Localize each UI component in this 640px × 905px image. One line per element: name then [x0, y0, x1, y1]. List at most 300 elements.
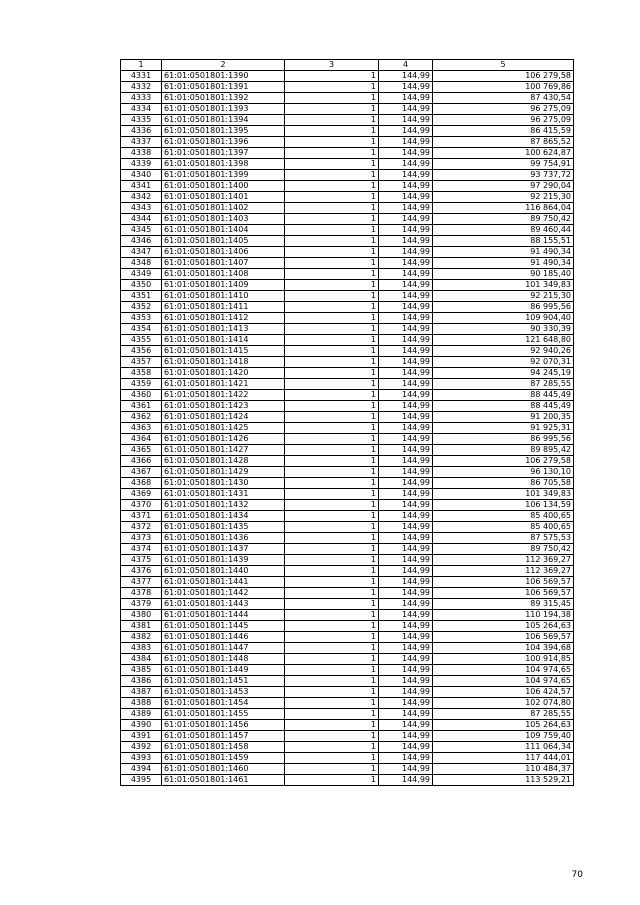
- quantity-cell: 1: [285, 478, 379, 489]
- cadastral-number-cell: 61:01:0501801:1407: [162, 258, 285, 269]
- area-cell: 144,99: [379, 577, 433, 588]
- cadastral-number-cell: 61:01:0501801:1458: [162, 742, 285, 753]
- area-cell: 144,99: [379, 621, 433, 632]
- row-number-cell: 4379: [121, 599, 162, 610]
- row-number-cell: 4333: [121, 93, 162, 104]
- value-cell: 86 415,59: [433, 126, 574, 137]
- area-cell: 144,99: [379, 181, 433, 192]
- cadastral-number-cell: 61:01:0501801:1392: [162, 93, 285, 104]
- quantity-cell: 1: [285, 115, 379, 126]
- row-number-cell: 4370: [121, 500, 162, 511]
- area-cell: 144,99: [379, 148, 433, 159]
- row-number-cell: 4375: [121, 555, 162, 566]
- quantity-cell: 1: [285, 324, 379, 335]
- cadastral-number-cell: 61:01:0501801:1431: [162, 489, 285, 500]
- cadastral-number-cell: 61:01:0501801:1434: [162, 511, 285, 522]
- row-number-cell: 4332: [121, 82, 162, 93]
- cadastral-number-cell: 61:01:0501801:1405: [162, 236, 285, 247]
- cadastral-number-cell: 61:01:0501801:1430: [162, 478, 285, 489]
- quantity-cell: 1: [285, 599, 379, 610]
- area-cell: 144,99: [379, 291, 433, 302]
- value-cell: 91 200,35: [433, 412, 574, 423]
- row-number-cell: 4334: [121, 104, 162, 115]
- area-cell: 144,99: [379, 742, 433, 753]
- row-number-cell: 4395: [121, 775, 162, 786]
- cadastral-number-cell: 61:01:0501801:1414: [162, 335, 285, 346]
- table-row: [121, 401, 574, 412]
- area-cell: 144,99: [379, 390, 433, 401]
- header-cell: 3: [285, 60, 379, 71]
- row-number-cell: 4331: [121, 71, 162, 82]
- table-row: [121, 775, 574, 786]
- value-cell: 110 484,37: [433, 764, 574, 775]
- row-number-cell: 4344: [121, 214, 162, 225]
- value-cell: 89 750,42: [433, 544, 574, 555]
- quantity-cell: 1: [285, 346, 379, 357]
- area-cell: 144,99: [379, 599, 433, 610]
- value-cell: 106 134,59: [433, 500, 574, 511]
- table-row: [121, 181, 574, 192]
- quantity-cell: 1: [285, 82, 379, 93]
- cadastral-number-cell: 61:01:0501801:1393: [162, 104, 285, 115]
- value-cell: 104 394,68: [433, 643, 574, 654]
- table-row: [121, 412, 574, 423]
- row-number-cell: 4383: [121, 643, 162, 654]
- value-cell: 86 705,58: [433, 478, 574, 489]
- value-cell: 100 914,85: [433, 654, 574, 665]
- area-cell: 144,99: [379, 676, 433, 687]
- value-cell: 91 490,34: [433, 247, 574, 258]
- cadastral-number-cell: 61:01:0501801:1446: [162, 632, 285, 643]
- area-cell: 144,99: [379, 555, 433, 566]
- table-row: [121, 115, 574, 126]
- area-cell: 144,99: [379, 698, 433, 709]
- header-cell: 1: [121, 60, 162, 71]
- value-cell: 109 759,40: [433, 731, 574, 742]
- cadastral-number-cell: 61:01:0501801:1391: [162, 82, 285, 93]
- value-cell: 96 275,09: [433, 104, 574, 115]
- quantity-cell: 1: [285, 148, 379, 159]
- value-cell: 88 445,49: [433, 401, 574, 412]
- cadastral-number-cell: 61:01:0501801:1423: [162, 401, 285, 412]
- cadastral-number-cell: 61:01:0501801:1455: [162, 709, 285, 720]
- table-row: [121, 302, 574, 313]
- quantity-cell: 1: [285, 621, 379, 632]
- cadastral-number-cell: 61:01:0501801:1459: [162, 753, 285, 764]
- value-cell: 101 349,83: [433, 489, 574, 500]
- quantity-cell: 1: [285, 302, 379, 313]
- quantity-cell: 1: [285, 533, 379, 544]
- table-row: [121, 632, 574, 643]
- row-number-cell: 4378: [121, 588, 162, 599]
- table-row: [121, 456, 574, 467]
- row-number-cell: 4350: [121, 280, 162, 291]
- value-cell: 110 194,38: [433, 610, 574, 621]
- cadastral-number-cell: 61:01:0501801:1394: [162, 115, 285, 126]
- value-cell: 87 575,53: [433, 533, 574, 544]
- area-cell: 144,99: [379, 610, 433, 621]
- table-row: [121, 687, 574, 698]
- row-number-cell: 4357: [121, 357, 162, 368]
- value-cell: 91 490,34: [433, 258, 574, 269]
- row-number-cell: 4354: [121, 324, 162, 335]
- cadastral-number-cell: 61:01:0501801:1461: [162, 775, 285, 786]
- table-row: [121, 280, 574, 291]
- quantity-cell: 1: [285, 368, 379, 379]
- value-cell: 85 400,65: [433, 511, 574, 522]
- area-cell: 144,99: [379, 687, 433, 698]
- area-cell: 144,99: [379, 247, 433, 258]
- table-row: [121, 742, 574, 753]
- row-number-cell: 4359: [121, 379, 162, 390]
- quantity-cell: 1: [285, 379, 379, 390]
- cadastral-number-cell: 61:01:0501801:1454: [162, 698, 285, 709]
- cadastral-number-cell: 61:01:0501801:1420: [162, 368, 285, 379]
- cadastral-number-cell: 61:01:0501801:1399: [162, 170, 285, 181]
- cadastral-number-cell: 61:01:0501801:1425: [162, 423, 285, 434]
- table-row: [121, 522, 574, 533]
- row-number-cell: 4339: [121, 159, 162, 170]
- quantity-cell: 1: [285, 401, 379, 412]
- value-cell: 87 285,55: [433, 379, 574, 390]
- row-number-cell: 4353: [121, 313, 162, 324]
- value-cell: 86 995,56: [433, 434, 574, 445]
- cadastral-number-cell: 61:01:0501801:1398: [162, 159, 285, 170]
- value-cell: 112 369,27: [433, 555, 574, 566]
- table-row: [121, 445, 574, 456]
- value-cell: 92 215,30: [433, 192, 574, 203]
- table-row: [121, 577, 574, 588]
- cadastral-number-cell: 61:01:0501801:1424: [162, 412, 285, 423]
- area-cell: 144,99: [379, 368, 433, 379]
- quantity-cell: 1: [285, 665, 379, 676]
- quantity-cell: 1: [285, 522, 379, 533]
- value-cell: 89 750,42: [433, 214, 574, 225]
- row-number-cell: 4374: [121, 544, 162, 555]
- value-cell: 85 400,65: [433, 522, 574, 533]
- table-row: [121, 764, 574, 775]
- table-row: [121, 643, 574, 654]
- table-row: [121, 621, 574, 632]
- cadastral-number-cell: 61:01:0501801:1422: [162, 390, 285, 401]
- quantity-cell: 1: [285, 500, 379, 511]
- table-row: [121, 357, 574, 368]
- table-row: [121, 214, 574, 225]
- value-cell: 106 424,57: [433, 687, 574, 698]
- area-cell: 144,99: [379, 588, 433, 599]
- value-cell: 89 315,45: [433, 599, 574, 610]
- row-number-cell: 4346: [121, 236, 162, 247]
- table-row: [121, 126, 574, 137]
- quantity-cell: 1: [285, 467, 379, 478]
- cadastral-number-cell: 61:01:0501801:1436: [162, 533, 285, 544]
- row-number-cell: 4377: [121, 577, 162, 588]
- table-row: [121, 610, 574, 621]
- row-number-cell: 4342: [121, 192, 162, 203]
- row-number-cell: 4338: [121, 148, 162, 159]
- table-row: [121, 489, 574, 500]
- table-row: [121, 335, 574, 346]
- cadastral-number-cell: 61:01:0501801:1411: [162, 302, 285, 313]
- table-row: [121, 346, 574, 357]
- value-cell: 105 264,63: [433, 621, 574, 632]
- table-row: [121, 467, 574, 478]
- cadastral-number-cell: 61:01:0501801:1444: [162, 610, 285, 621]
- table-row: [121, 698, 574, 709]
- value-cell: 121 648,80: [433, 335, 574, 346]
- table-row: [121, 434, 574, 445]
- row-number-cell: 4382: [121, 632, 162, 643]
- cadastral-number-cell: 61:01:0501801:1409: [162, 280, 285, 291]
- quantity-cell: 1: [285, 643, 379, 654]
- quantity-cell: 1: [285, 742, 379, 753]
- table-row: [121, 720, 574, 731]
- value-cell: 102 074,80: [433, 698, 574, 709]
- value-cell: 92 940,26: [433, 346, 574, 357]
- value-cell: 87 430,54: [433, 93, 574, 104]
- quantity-cell: 1: [285, 71, 379, 82]
- cadastral-number-cell: 61:01:0501801:1403: [162, 214, 285, 225]
- cadastral-number-cell: 61:01:0501801:1429: [162, 467, 285, 478]
- data-table: [120, 59, 574, 786]
- area-cell: 144,99: [379, 731, 433, 742]
- table-row: [121, 236, 574, 247]
- area-cell: 144,99: [379, 632, 433, 643]
- value-cell: 91 925,31: [433, 423, 574, 434]
- area-cell: 144,99: [379, 566, 433, 577]
- area-cell: 144,99: [379, 445, 433, 456]
- area-cell: 144,99: [379, 379, 433, 390]
- area-cell: 144,99: [379, 280, 433, 291]
- row-number-cell: 4373: [121, 533, 162, 544]
- quantity-cell: 1: [285, 489, 379, 500]
- cadastral-number-cell: 61:01:0501801:1442: [162, 588, 285, 599]
- area-cell: 144,99: [379, 93, 433, 104]
- area-cell: 144,99: [379, 665, 433, 676]
- cadastral-number-cell: 61:01:0501801:1447: [162, 643, 285, 654]
- cadastral-number-cell: 61:01:0501801:1449: [162, 665, 285, 676]
- row-number-cell: 4386: [121, 676, 162, 687]
- area-cell: 144,99: [379, 522, 433, 533]
- cadastral-number-cell: 61:01:0501801:1456: [162, 720, 285, 731]
- row-number-cell: 4390: [121, 720, 162, 731]
- cadastral-number-cell: 61:01:0501801:1402: [162, 203, 285, 214]
- table-row: [121, 324, 574, 335]
- row-number-cell: 4348: [121, 258, 162, 269]
- area-cell: 144,99: [379, 269, 433, 280]
- table-row: [121, 511, 574, 522]
- table-row: [121, 71, 574, 82]
- cadastral-number-cell: 61:01:0501801:1445: [162, 621, 285, 632]
- value-cell: 99 754,91: [433, 159, 574, 170]
- area-cell: 144,99: [379, 258, 433, 269]
- quantity-cell: 1: [285, 390, 379, 401]
- table-row: [121, 258, 574, 269]
- cadastral-number-cell: 61:01:0501801:1440: [162, 566, 285, 577]
- quantity-cell: 1: [285, 258, 379, 269]
- table-row: [121, 93, 574, 104]
- cadastral-number-cell: 61:01:0501801:1390: [162, 71, 285, 82]
- table-header-row: [121, 60, 574, 71]
- quantity-cell: 1: [285, 291, 379, 302]
- value-cell: 112 369,27: [433, 566, 574, 577]
- value-cell: 109 904,40: [433, 313, 574, 324]
- row-number-cell: 4351: [121, 291, 162, 302]
- area-cell: 144,99: [379, 335, 433, 346]
- area-cell: 144,99: [379, 654, 433, 665]
- quantity-cell: 1: [285, 632, 379, 643]
- value-cell: 89 460,44: [433, 225, 574, 236]
- row-number-cell: 4393: [121, 753, 162, 764]
- table-row: [121, 148, 574, 159]
- table-row: [121, 665, 574, 676]
- value-cell: 89 895,42: [433, 445, 574, 456]
- cadastral-number-cell: 61:01:0501801:1437: [162, 544, 285, 555]
- value-cell: 100 624,87: [433, 148, 574, 159]
- quantity-cell: 1: [285, 247, 379, 258]
- quantity-cell: 1: [285, 577, 379, 588]
- row-number-cell: 4391: [121, 731, 162, 742]
- cadastral-number-cell: 61:01:0501801:1460: [162, 764, 285, 775]
- row-number-cell: 4361: [121, 401, 162, 412]
- cadastral-number-cell: 61:01:0501801:1451: [162, 676, 285, 687]
- cadastral-number-cell: 61:01:0501801:1415: [162, 346, 285, 357]
- cadastral-number-cell: 61:01:0501801:1421: [162, 379, 285, 390]
- quantity-cell: 1: [285, 104, 379, 115]
- area-cell: 144,99: [379, 313, 433, 324]
- quantity-cell: 1: [285, 313, 379, 324]
- value-cell: 88 155,51: [433, 236, 574, 247]
- value-cell: 116 864,04: [433, 203, 574, 214]
- value-cell: 92 215,30: [433, 291, 574, 302]
- row-number-cell: 4362: [121, 412, 162, 423]
- area-cell: 144,99: [379, 753, 433, 764]
- table-row: [121, 313, 574, 324]
- area-cell: 144,99: [379, 225, 433, 236]
- value-cell: 105 264,63: [433, 720, 574, 731]
- row-number-cell: 4358: [121, 368, 162, 379]
- quantity-cell: 1: [285, 610, 379, 621]
- row-number-cell: 4341: [121, 181, 162, 192]
- area-cell: 144,99: [379, 137, 433, 148]
- table-row: [121, 291, 574, 302]
- row-number-cell: 4372: [121, 522, 162, 533]
- quantity-cell: 1: [285, 555, 379, 566]
- value-cell: 92 070,31: [433, 357, 574, 368]
- area-cell: 144,99: [379, 434, 433, 445]
- row-number-cell: 4363: [121, 423, 162, 434]
- table-row: [121, 566, 574, 577]
- area-cell: 144,99: [379, 203, 433, 214]
- row-number-cell: 4392: [121, 742, 162, 753]
- value-cell: 100 769,86: [433, 82, 574, 93]
- quantity-cell: 1: [285, 236, 379, 247]
- cadastral-number-cell: 61:01:0501801:1401: [162, 192, 285, 203]
- table-row: [121, 654, 574, 665]
- cadastral-number-cell: 61:01:0501801:1439: [162, 555, 285, 566]
- value-cell: 104 974,65: [433, 676, 574, 687]
- cadastral-number-cell: 61:01:0501801:1413: [162, 324, 285, 335]
- quantity-cell: 1: [285, 214, 379, 225]
- quantity-cell: 1: [285, 753, 379, 764]
- row-number-cell: 4369: [121, 489, 162, 500]
- table-row: [121, 423, 574, 434]
- row-number-cell: 4376: [121, 566, 162, 577]
- table-row: [121, 159, 574, 170]
- quantity-cell: 1: [285, 181, 379, 192]
- area-cell: 144,99: [379, 533, 433, 544]
- area-cell: 144,99: [379, 489, 433, 500]
- table-row: [121, 478, 574, 489]
- row-number-cell: 4381: [121, 621, 162, 632]
- area-cell: 144,99: [379, 456, 433, 467]
- quantity-cell: 1: [285, 566, 379, 577]
- row-number-cell: 4352: [121, 302, 162, 313]
- row-number-cell: 4347: [121, 247, 162, 258]
- value-cell: 104 974,65: [433, 665, 574, 676]
- quantity-cell: 1: [285, 544, 379, 555]
- area-cell: 144,99: [379, 159, 433, 170]
- quantity-cell: 1: [285, 764, 379, 775]
- table-row: [121, 137, 574, 148]
- value-cell: 96 130,10: [433, 467, 574, 478]
- area-cell: 144,99: [379, 478, 433, 489]
- value-cell: 106 279,58: [433, 71, 574, 82]
- cadastral-number-cell: 61:01:0501801:1395: [162, 126, 285, 137]
- table-row: [121, 599, 574, 610]
- quantity-cell: 1: [285, 511, 379, 522]
- cadastral-number-cell: 61:01:0501801:1428: [162, 456, 285, 467]
- quantity-cell: 1: [285, 269, 379, 280]
- row-number-cell: 4366: [121, 456, 162, 467]
- cadastral-number-cell: 61:01:0501801:1453: [162, 687, 285, 698]
- value-cell: 93 737,72: [433, 170, 574, 181]
- value-cell: 106 279,58: [433, 456, 574, 467]
- cadastral-number-cell: 61:01:0501801:1443: [162, 599, 285, 610]
- cadastral-number-cell: 61:01:0501801:1397: [162, 148, 285, 159]
- area-cell: 144,99: [379, 115, 433, 126]
- area-cell: 144,99: [379, 170, 433, 181]
- quantity-cell: 1: [285, 335, 379, 346]
- area-cell: 144,99: [379, 709, 433, 720]
- area-cell: 144,99: [379, 511, 433, 522]
- cadastral-number-cell: 61:01:0501801:1400: [162, 181, 285, 192]
- value-cell: 101 349,83: [433, 280, 574, 291]
- quantity-cell: 1: [285, 709, 379, 720]
- row-number-cell: 4388: [121, 698, 162, 709]
- quantity-cell: 1: [285, 698, 379, 709]
- cadastral-number-cell: 61:01:0501801:1441: [162, 577, 285, 588]
- value-cell: 88 445,49: [433, 390, 574, 401]
- row-number-cell: 4389: [121, 709, 162, 720]
- header-cell: 2: [162, 60, 285, 71]
- cadastral-number-cell: 61:01:0501801:1418: [162, 357, 285, 368]
- value-cell: 86 995,56: [433, 302, 574, 313]
- value-cell: 111 064,34: [433, 742, 574, 753]
- table-row: [121, 731, 574, 742]
- cadastral-number-cell: 61:01:0501801:1406: [162, 247, 285, 258]
- quantity-cell: 1: [285, 588, 379, 599]
- area-cell: 144,99: [379, 346, 433, 357]
- cadastral-number-cell: 61:01:0501801:1396: [162, 137, 285, 148]
- value-cell: 106 569,57: [433, 632, 574, 643]
- area-cell: 144,99: [379, 214, 433, 225]
- table-row: [121, 500, 574, 511]
- row-number-cell: 4340: [121, 170, 162, 181]
- cadastral-number-cell: 61:01:0501801:1412: [162, 313, 285, 324]
- table-row: [121, 247, 574, 258]
- table-row: [121, 676, 574, 687]
